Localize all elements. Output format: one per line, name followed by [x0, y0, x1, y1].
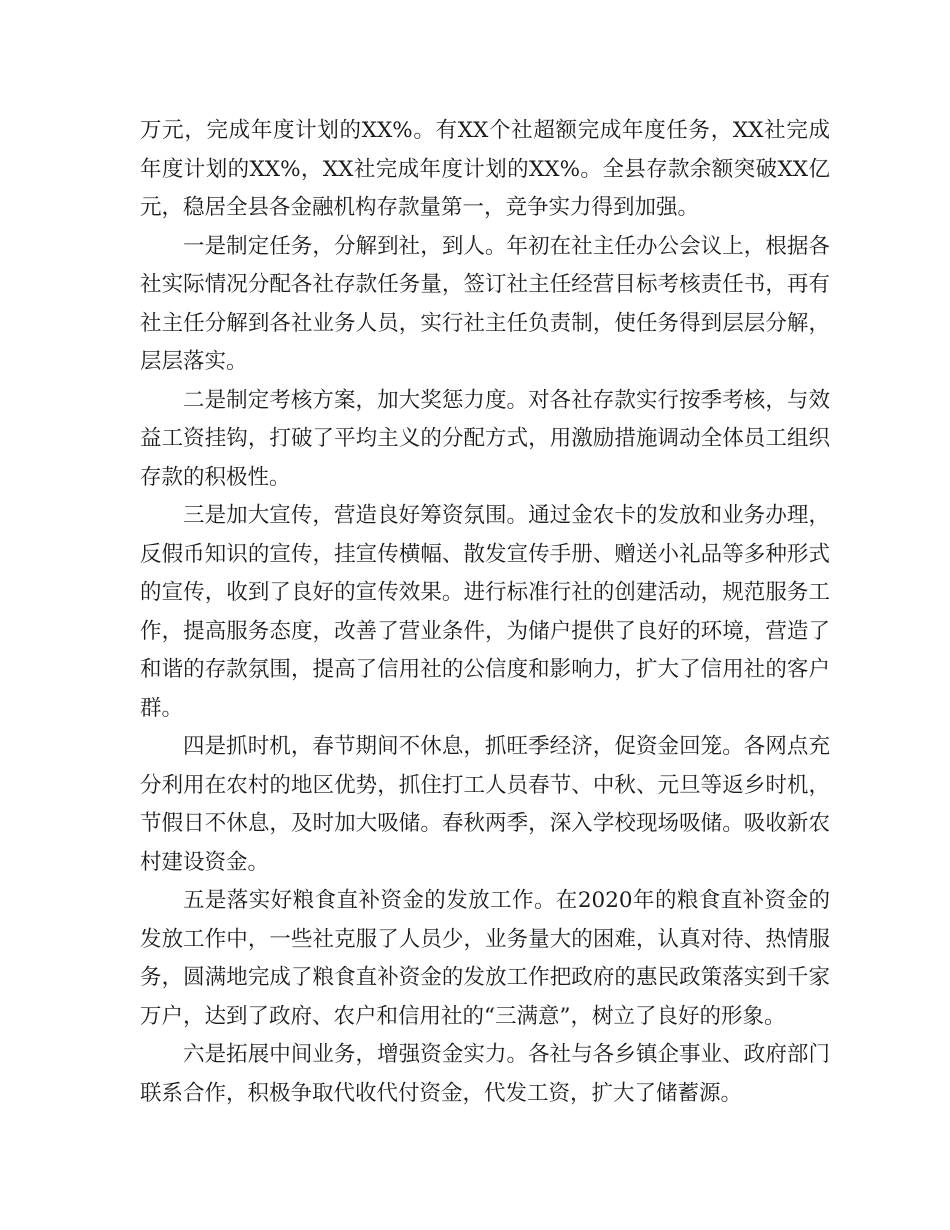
paragraph-grain-subsidy: 五是落实好粮食直补资金的发放工作。在2020年的粮食直补资金的发放工作中，一些社克服了人员少，业务量大的困难，认真对待、热情服务，圆满地完成了粮食直补资金的发放工作把政府的惠民政策落实到千家万户，达到了政府、农户和信用社的“三满意”，树立了良好的形象。	[140, 888, 830, 1029]
paragraph-publicity: 三是加大宣传，营造良好筹资氛围。通过金农卡的发放和业务办理，反假币知识的宣传，挂宣传横幅、散发宣传手册、赠送小礼品等多种形式的宣传，收到了良好的宣传效果。进行标准行社的创建活动，规范服务工作，提高服务态度，改善了营业条件，为储户提供了良好的环境，营造了和谐的存款氛围，提高了信用社的公信度和影响力，扩大了信用社的客户群。	[140, 503, 830, 721]
document-page	[140, 112, 830, 1113]
paragraph-intermediate-business: 六是拓展中间业务，增强资金实力。各社与各乡镇企事业、政府部门联系合作，积极争取代收代付资金，代发工资，扩大了储蓄源。	[140, 1042, 830, 1106]
paragraph-task-assignment: 一是制定任务，分解到社，到人。年初在社主任办公会议上，根据各社实际情况分配各社存款任务量，签订社主任经营目标考核责任书，再有社主任分解到各社业务人员，实行社主任负责制，使任务得到层层分解，层层落实。	[140, 233, 830, 374]
paragraph-timing: 四是抓时机，春节期间不休息，抓旺季经济，促资金回笼。各网点充分利用在农村的地区优势，抓住打工人员春节、中秋、元旦等返乡时机，节假日不休息，及时加大吸储。春秋两季，深入学校现场吸储。吸收新农村建设资金。	[140, 734, 830, 875]
paragraph-continuation: 万元，完成年度计划的XX%。有XX个社超额完成年度任务，XX社完成年度计划的XX%，XX社完成年度计划的XX%。全县存款余额突破XX亿元，稳居全县各金融机构存款量第一，竞争实力得到加强。	[140, 118, 830, 220]
paragraph-assessment-plan: 二是制定考核方案，加大奖惩力度。对各社存款实行按季考核，与效益工资挂钩，打破了平均主义的分配方式，用激励措施调动全体员工组织存款的积极性。	[140, 387, 830, 490]
